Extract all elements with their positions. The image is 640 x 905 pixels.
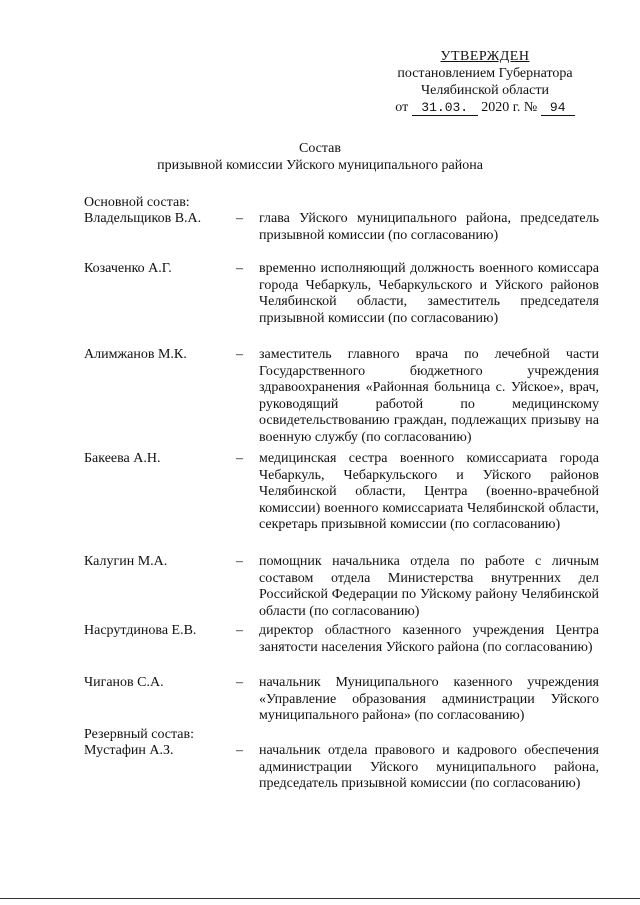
reserve-section-label: Резервный состав: (84, 727, 195, 742)
member-description: помощник начальника отдела по работе с личным составом отдела Министерства внутренних дел Российской Федерации по Уйскому району Челябинской области (по согласованию) (259, 554, 599, 619)
document-subtitle: призывной комиссии Уйского муниципального района (157, 158, 483, 173)
member-dash: – (236, 743, 243, 758)
member-dash: – (236, 451, 243, 466)
member-dash: – (236, 347, 243, 362)
approval-date: 31.03. (412, 101, 478, 116)
member-description: начальник Муниципального казенного учреждения «Управление образования администрации Уйского муниципального района» (по согласованию) (259, 675, 599, 723)
member-description: директор областного казенного учреждения Центра занятости населения Уйского района (по согласованию) (259, 623, 599, 655)
member-name: Мустафин А.З. (84, 743, 174, 758)
member-dash: – (236, 554, 243, 569)
document-title-block (0, 140, 640, 174)
approval-stamp (380, 48, 590, 116)
member-name: Владельщиков В.А. (84, 211, 202, 226)
member-description: глава Уйского муниципального района, председатель призывной комиссии (по согласованию) (259, 211, 599, 243)
member-name: Козаченко А.Г. (84, 261, 172, 276)
member-description: заместитель главного врача по лечебной части Государственного бюджетного учреждения здравоохранения «Районная больница с. Уйское», врач, руководящий работой по медицинскому освидетельствованию граждан, подлежащих призыву на военную службу (по согласованию) (259, 347, 599, 445)
approval-date-line (380, 99, 590, 116)
approval-title: УТВЕРЖДЕН (440, 49, 530, 64)
approval-line-1: постановлением Губернатора (397, 66, 573, 81)
member-dash: – (236, 675, 243, 690)
member-dash: – (236, 211, 243, 226)
member-description: начальник отдела правового и кадрового обеспечения администрации Уйского муниципального района, председатель призывной комиссии (по согласованию) (259, 743, 599, 791)
member-name: Бакеева А.Н. (84, 451, 161, 466)
approval-number: 94 (541, 101, 575, 116)
member-name: Алимжанов М.К. (84, 347, 187, 362)
document-title: Состав (298, 141, 341, 156)
member-dash: – (236, 261, 243, 276)
member-name: Калугин М.А. (84, 554, 168, 569)
member-name: Чиганов С.А. (84, 675, 164, 690)
approval-year-text: 2020 г. № (481, 100, 538, 115)
member-description: временно исполняющий должность военного комиссара города Чебаркуль, Чебаркульского и Уйского районов Челябинской области, заместитель председателя призывной комиссии (по согласованию) (259, 261, 599, 326)
page-bottom-rule (0, 898, 640, 899)
approval-date-prefix: от (395, 100, 409, 115)
member-dash: – (236, 623, 243, 638)
approval-line-2: Челябинской области (421, 83, 549, 98)
member-name: Насрутдинова Е.В. (84, 623, 197, 638)
member-description: медицинская сестра военного комиссариата города Чебаркуль, Чебаркульского и Уйского районов Челябинской области, Центра (военно-врачебной комиссии) военного комиссариата Челябинской области, секретарь призывной комиссии (по согласованию) (259, 451, 599, 532)
main-section-label: Основной состав: (84, 195, 190, 210)
